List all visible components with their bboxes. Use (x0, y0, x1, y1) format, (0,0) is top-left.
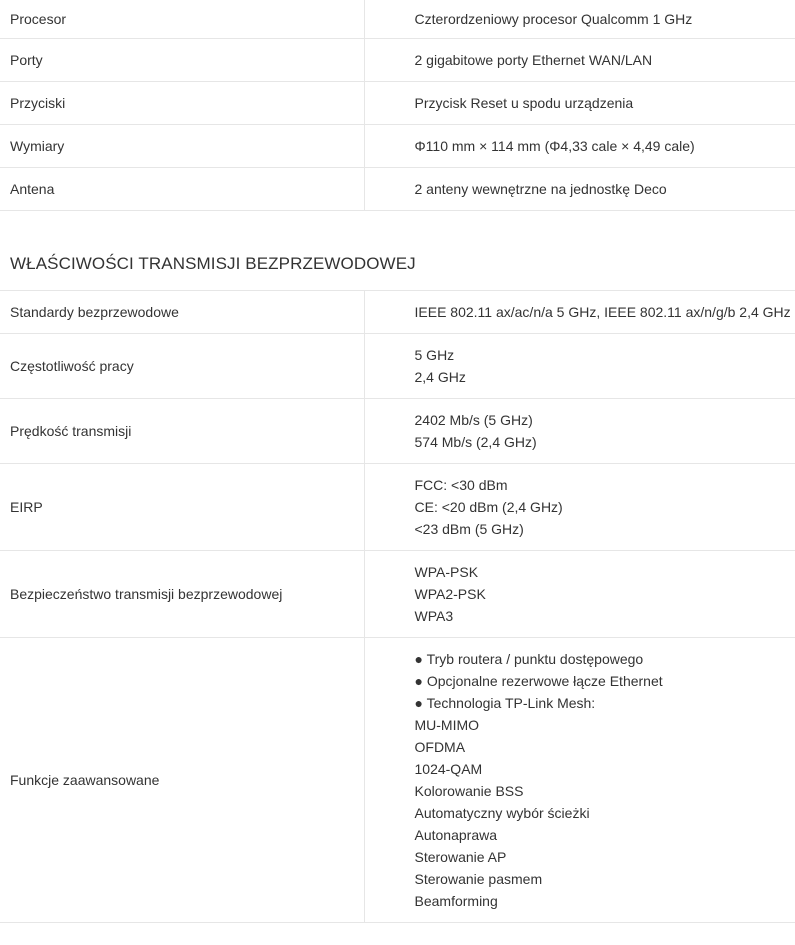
spec-value-line: 2,4 GHz (414, 369, 466, 385)
spec-value-line: ● Technologia TP-Link Mesh: (414, 695, 596, 711)
spec-value-line: Kolorowanie BSS (414, 783, 524, 799)
spec-value (364, 399, 795, 464)
section-heading-wireless: WŁAŚCIWOŚCI TRANSMISJI BEZPRZEWODOWEJ (0, 211, 795, 291)
spec-label: EIRP (0, 464, 364, 551)
wireless-spec-body (0, 291, 795, 923)
spec-value (364, 464, 795, 551)
spec-value-line: <23 dBm (5 GHz) (414, 521, 524, 537)
spec-label: Antena (0, 167, 364, 210)
spec-label: Wymiary (0, 124, 364, 167)
spec-row (0, 0, 795, 38)
spec-value-line: 2402 Mb/s (5 GHz) (414, 412, 533, 428)
spec-row (0, 124, 795, 167)
spec-value-line: WPA2-PSK (414, 586, 486, 602)
spec-label: Procesor (0, 0, 364, 38)
spec-value (364, 334, 795, 399)
spec-value-line: 574 Mb/s (2,4 GHz) (414, 434, 537, 450)
spec-value-line: 5 GHz (414, 347, 455, 363)
spec-row (0, 551, 795, 638)
spec-label: Częstotliwość pracy (0, 334, 364, 399)
spec-value-line: WPA3 (414, 608, 454, 624)
spec-value-line: Czterordzeniowy procesor Qualcomm 1 GHz (414, 10, 693, 27)
spec-value-line: Beamforming (414, 893, 498, 909)
spec-value-line: 1024-QAM (414, 761, 483, 777)
spec-value (364, 38, 795, 81)
spec-value-line: Przycisk Reset u spodu urządzenia (414, 94, 634, 111)
spec-value (364, 124, 795, 167)
spec-value (364, 291, 795, 334)
spec-value-line: IEEE 802.11 ax/ac/n/a 5 GHz, IEEE 802.11 ax/n/g/b 2,4 GHz (414, 303, 791, 320)
spec-row (0, 334, 795, 399)
spec-value (364, 167, 795, 210)
spec-row (0, 81, 795, 124)
spec-row (0, 638, 795, 923)
spec-value (364, 81, 795, 124)
spec-row (0, 464, 795, 551)
spec-value (364, 551, 795, 638)
spec-row (0, 291, 795, 334)
hardware-spec-body (0, 0, 795, 210)
spec-value-line: ● Tryb routera / punktu dostępowego (414, 651, 644, 667)
spec-label: Standardy bezprzewodowe (0, 291, 364, 334)
spec-label: Przyciski (0, 81, 364, 124)
spec-value-line: OFDMA (414, 739, 466, 755)
spec-label: Bezpieczeństwo transmisji bezprzewodowej (0, 551, 364, 638)
spec-value-line: WPA-PSK (414, 564, 479, 580)
spec-value-line: Sterowanie AP (414, 849, 507, 865)
spec-row (0, 399, 795, 464)
spec-value-line: 2 gigabitowe porty Ethernet WAN/LAN (414, 51, 653, 68)
spec-row (0, 167, 795, 210)
spec-value-line: ● Opcjonalne rezerwowe łącze Ethernet (414, 673, 663, 689)
spec-value (364, 638, 795, 923)
spec-value (364, 0, 795, 38)
spec-row (0, 38, 795, 81)
spec-value-line: 2 anteny wewnętrzne na jednostkę Deco (414, 180, 667, 197)
wireless-spec-table (0, 291, 795, 924)
spec-value-line: CE: <20 dBm (2,4 GHz) (414, 499, 563, 515)
spec-label: Funkcje zaawansowane (0, 638, 364, 923)
spec-value-line: MU-MIMO (414, 717, 480, 733)
spec-value-line: Automatyczny wybór ścieżki (414, 805, 590, 821)
spec-label: Prędkość transmisji (0, 399, 364, 464)
hardware-spec-table (0, 0, 795, 211)
spec-value-line: Φ110 mm × 114 mm (Φ4,33 cale × 4,49 cale) (414, 137, 695, 154)
spec-value-line: Sterowanie pasmem (414, 871, 543, 887)
spec-label: Porty (0, 38, 364, 81)
spec-value-line: Autonaprawa (414, 827, 498, 843)
spec-value-line: FCC: <30 dBm (414, 477, 508, 493)
